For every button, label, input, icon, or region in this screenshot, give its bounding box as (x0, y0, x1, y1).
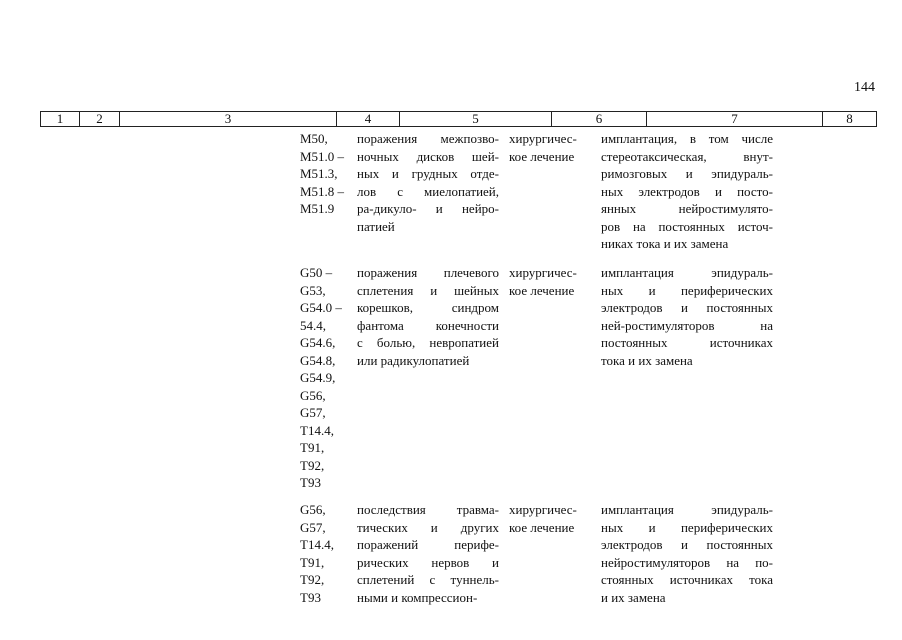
text-line: 54.4, (300, 317, 326, 333)
text-line: T93 (300, 589, 321, 605)
text-line: T92, (300, 457, 325, 473)
text-line: имплантация эпидураль- (601, 265, 773, 280)
text-line: T14.4, (300, 422, 334, 438)
header-cell-6: 6 (551, 112, 646, 126)
text-line: ных и грудных отде- (357, 166, 499, 181)
method-cell (601, 501, 773, 606)
text-line: имплантация, в том числе (601, 131, 773, 146)
text-line: M51.8 – (300, 183, 345, 199)
text-line: или радикулопатией (357, 352, 470, 368)
text-line: хирургичес- (509, 502, 577, 517)
header-cell-2: 2 (79, 112, 119, 126)
text-line: поражения плечевого (357, 265, 499, 280)
text-line: T91, (300, 554, 325, 570)
text-line: фантома конечности (357, 317, 499, 333)
header-cell-1: 1 (56, 111, 64, 126)
text-line: T91, (300, 440, 325, 455)
text-line: корешков, синдром (357, 300, 499, 315)
text-line: тических и других (357, 519, 499, 535)
header-cell-8: 8 (822, 112, 876, 126)
text-line: G54.0 – (300, 300, 342, 315)
text-line: M50, (300, 131, 328, 146)
header-cell-3: 3 (119, 112, 336, 126)
text-line: M51.3, (300, 166, 338, 181)
header-cell-5: 5 (399, 112, 551, 126)
text-line: и их замена (601, 589, 666, 605)
text-line: G50 – (300, 265, 333, 280)
text-line: сплетения и шейных (357, 282, 499, 298)
text-line: рических нервов и (357, 554, 499, 570)
text-line: поражений перифе- (357, 537, 499, 552)
treatment-cell (509, 264, 577, 299)
text-line: никах тока и их замена (601, 236, 729, 251)
text-line: ней-ростимуляторов на (601, 317, 773, 333)
text-line: T93 (300, 475, 321, 490)
text-line: кое лечение (509, 282, 575, 298)
text-line: с болью, невропатией (357, 335, 499, 350)
text-line: янных нейростимулято- (601, 201, 773, 216)
treatment-cell (509, 501, 577, 536)
text-line: ров на постоянных источ- (601, 218, 773, 234)
method-cell (601, 130, 773, 253)
condition-cell (357, 501, 499, 606)
text-line: последствия травма- (357, 502, 499, 517)
text-line: сплетений с туннель- (357, 572, 499, 587)
codes-cell (300, 501, 334, 606)
text-line: постоянных источниках (601, 335, 773, 350)
table-header-row (40, 111, 877, 127)
text-line: римозговых и эпидураль- (601, 166, 773, 181)
text-line: G56, (300, 502, 326, 517)
text-line: ными и компрессион- (357, 589, 478, 605)
text-line: ных и периферических (601, 282, 773, 298)
text-line: ра-дикуло- и нейро- (357, 201, 499, 216)
text-line: G56, (300, 387, 326, 403)
text-line: G57, (300, 405, 326, 420)
text-line: кое лечение (509, 148, 575, 164)
text-line: стоянных источниках тока (601, 572, 773, 587)
text-line: M51.0 – (300, 148, 345, 164)
codes-cell (300, 264, 342, 492)
page-number: 144 (854, 80, 875, 95)
condition-cell (357, 130, 499, 235)
text-line: T14.4, (300, 537, 334, 552)
text-line: M51.9 (300, 201, 335, 216)
text-line: G53, (300, 282, 326, 298)
text-line: ных и периферических (601, 519, 773, 535)
text-line: стереотаксическая, внут- (601, 148, 773, 164)
text-line: ных электродов и посто- (601, 183, 773, 199)
text-line: имплантация эпидураль- (601, 502, 773, 517)
text-line: G54.8, (300, 352, 336, 368)
text-line: лов с миелопатией, (357, 183, 499, 199)
text-line: нейростимуляторов на по- (601, 554, 773, 570)
treatment-cell (509, 130, 577, 165)
text-line: G54.6, (300, 335, 336, 350)
condition-cell (357, 264, 499, 369)
codes-cell (300, 130, 344, 218)
text-line: патией (357, 218, 395, 234)
text-line: электродов и постоянных (601, 537, 773, 552)
text-line: хирургичес- (509, 131, 577, 146)
text-line: кое лечение (509, 519, 575, 535)
header-cell-7: 7 (646, 112, 822, 126)
header-cell-4: 4 (336, 112, 399, 126)
text-line: поражения межпозво- (357, 131, 499, 146)
text-line: тока и их замена (601, 352, 693, 368)
method-cell (601, 264, 773, 369)
text-line: хирургичес- (509, 265, 577, 280)
text-line: G57, (300, 519, 326, 535)
text-line: электродов и постоянных (601, 300, 773, 315)
text-line: T92, (300, 572, 325, 587)
text-line: ночных дисков шей- (357, 148, 499, 164)
text-line: G54.9, (300, 370, 336, 385)
